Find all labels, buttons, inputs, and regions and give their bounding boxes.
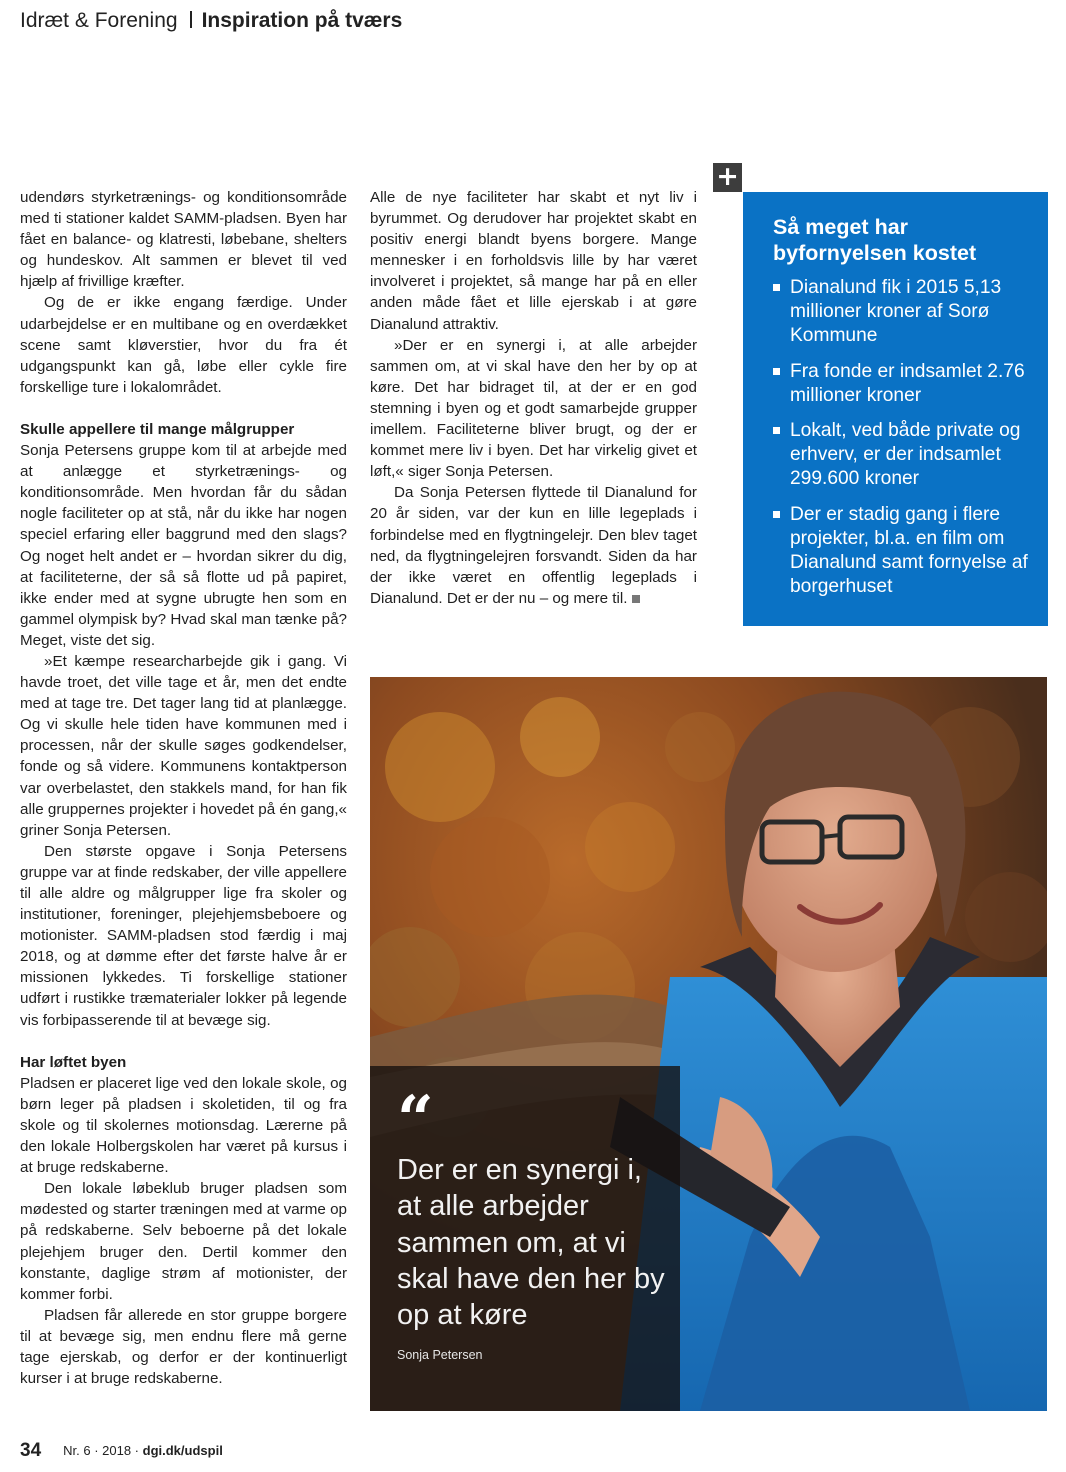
quote-source: Sonja Petersen: [397, 1348, 483, 1362]
paragraph: Den største opgave i Sonja Petersens gruppe var at finde redskaber, der ville appellere til alle aldre og målgrupper lige fra skoler og institutioner, foreninger, plejehjemsbeboere og motionister. SAMM-pladsen stod færdig i maj 2018, og at dømme efter det første halve år er missionen lykkedes. Ti forskellige stationer udført i rustikke træmaterialer lokker på legende vis forbipasserende til at bevæge sig.: [20, 842, 347, 1029]
bullet-icon: [773, 284, 780, 291]
quote-text: Der er en synergi i, at alle arbejder sammen om, at vi skal have den her by op at køre: [397, 1154, 665, 1332]
paragraph: Pladsen er placeret lige ved den lokale skole, og børn leger på pladsen i skoletiden, til og fra skole og til skolernes motionsdag. Lærerne på den lokale Holbergskolen har været på kursus i at bruge redskaberne.: [20, 1074, 347, 1177]
factbox-list: [773, 276, 1043, 610]
quote-icon: “: [397, 1082, 434, 1157]
factbox-item-text: Dianalund fik i 2015 5,13 millioner kroner af Sorø Kommune: [790, 277, 1002, 347]
factbox-item-text: Lokalt, ved både private og erhverv, er der indsamlet 299.600 kroner: [790, 420, 1021, 490]
paragraph: Den lokale løbeklub bruger pladsen som mødested og starter træningen med at varme op på redskaberne. Selv beboerne på det lokale plejehjem bruger den. Dertil kommer den konstante, daglige strøm af motionister, der kommer forbi.: [20, 1180, 347, 1303]
last-paragraph: [370, 482, 697, 609]
factbox-item: [773, 360, 1043, 408]
page-footer: [20, 1440, 223, 1462]
section-label: Idræt & Forening: [20, 9, 178, 32]
portrait-photo: [370, 677, 1047, 1411]
paragraph: »Et kæmpe researcharbejde gik i gang. Vi havde troet, det ville tage et år, men det endte med at tage tre. Det tager lang tid at planlægge. Og vi skulle hele tiden have kommunen med i processen, når der skulle søges godkendelser, fonde og så videre. Kommunens kontaktperson var overbelastet, den stakkels mand, for han fik alle gruppernes projekter i hovedet på én gang,« griner Sonja Petersen.: [20, 652, 347, 839]
pull-quote: [370, 1066, 680, 1411]
article-column-2: [370, 187, 697, 609]
factbox-item: [773, 503, 1043, 600]
page-header: [20, 8, 402, 34]
factbox-item-text: Der er stadig gang i flere projekter, bl.a. en film om Dianalund samt fornyelse af borgerhuset: [790, 503, 1028, 598]
factbox: [743, 192, 1048, 626]
factbox-item: [773, 419, 1043, 492]
section-title: Inspiration på tværs: [201, 9, 403, 32]
bullet-icon: [773, 368, 780, 375]
paragraph: Alle de nye faciliteter har skabt et nyt liv i byrummet. Og derudover har projektet skabt en positiv energi blandt byens borgere. Mange mennesker i en forholdsvis lille by har været involveret i projektet, så mange har på en eller anden måde fået et lille ejerskab i at gøre Dianalund attraktiv.: [370, 189, 697, 333]
paragraph: udendørs styrketrænings- og konditionsområde med ti stationer kaldet SAMM-pladsen. Byen har fået en balance- og klatresti, løbebane, shelters og hundeskov. Alt sammen er blevet til ved hjælp af frivillige kræfter.: [20, 189, 347, 291]
plus-icon: +: [713, 163, 742, 192]
subheading: Har løftet byen: [20, 1053, 127, 1071]
factbox-title: Så meget har byfornyelsen kostet: [773, 215, 977, 265]
paragraph: Og de er ikke engang færdige. Under udarbejdelse er en multibane og en overdækket scene samt kløverstier, hvor du fra ét udgangspunkt kan gå, løbe eller cykle fire forskellige ture i lokalområdet.: [20, 294, 347, 396]
footer-url: dgi.dk/udspil: [142, 1443, 223, 1458]
paragraph: Sonja Petersens gruppe kom til at arbejde med at anlægge et styrketrænings- og konditionsområde. Men hvordan får du sådan nogle faciliteter op at stå, når du ikke har nogen speciel erfaring eller baggrund med den slags? Og noget helt andet er – hvordan sikrer du dig, at faciliteterne, der så så flotte ud på papiret, ikke ender med at sygne ubrugte hen som en gammel olympisk by? Hvad skal man tænke på? Meget, viste det sig.: [20, 442, 347, 649]
factbox-item: [773, 276, 1043, 349]
subheading: Skulle appellere til mange målgrupper: [20, 420, 295, 438]
paragraph-text: Da Sonja Petersen flyttede til Dianalund for 20 år siden, var der kun en lille legeplads i forbindelse med en flygtningelejr. Den blev taget ned, da flygtningelejren forsvandt. Siden da har der ikke været en offentlig legeplads i Dianalund. Det er der nu – og mere til.: [370, 484, 697, 607]
page-number: 34: [20, 1440, 42, 1461]
paragraph: Pladsen får allerede en stor gruppe borgere til at bevæge sig, men endnu flere må gerne tage ejerskab, og derfor er der kontinuerligt kurser i at bruge redskaberne.: [20, 1306, 347, 1388]
bullet-icon: [773, 511, 780, 518]
bullet-icon: [773, 427, 780, 434]
header-divider: [190, 11, 192, 28]
factbox-item-text: Fra fonde er indsamlet 2.76 millioner kroner: [790, 360, 1025, 406]
issue-info: Nr. 6 · 2018 ·: [63, 1443, 140, 1458]
end-mark-icon: [632, 595, 640, 603]
article-column-1: [20, 187, 347, 1389]
paragraph: »Der er en synergi i, at alle arbejder sammen om, at vi skal have den her by op at køre. Det har bidraget til, at der er en god stemning i byen og et godt samarbejde grupper imellem. Faciliteterne bliver brugt, og der er kommet mere liv i byen. Det har virkelig givet et løft,« siger Sonja Petersen.: [370, 336, 697, 481]
